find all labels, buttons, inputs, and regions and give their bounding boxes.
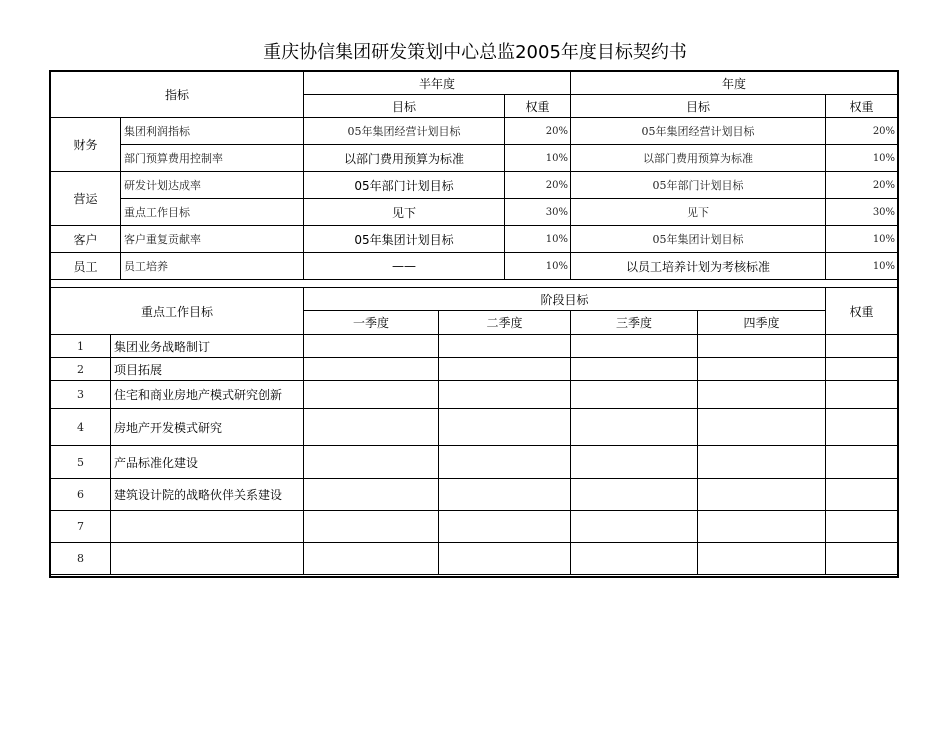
year-weight-cell: 10% xyxy=(826,145,898,172)
q3-cell xyxy=(571,511,698,543)
q4-cell xyxy=(698,479,826,511)
q4-cell xyxy=(698,446,826,479)
header-q2: 二季度 xyxy=(439,311,571,335)
indicator-table xyxy=(50,71,898,280)
q3-cell xyxy=(571,358,698,381)
task-cell: 住宅和商业房地产模式研究创新 xyxy=(111,381,304,409)
header-stage: 阶段目标 xyxy=(304,288,826,311)
row-number: 5 xyxy=(51,446,111,479)
half-weight-cell: 10% xyxy=(505,226,571,253)
q3-cell xyxy=(571,335,698,358)
header-q1: 一季度 xyxy=(304,311,439,335)
table-row xyxy=(51,358,898,381)
q3-cell xyxy=(571,479,698,511)
category-cell: 营运 xyxy=(51,172,121,226)
half-target-cell: —— xyxy=(304,253,505,280)
table-row xyxy=(51,118,898,145)
q1-cell xyxy=(304,335,439,358)
table-row xyxy=(51,511,898,543)
header-indicator: 指标 xyxy=(51,72,304,118)
year-weight-cell: 20% xyxy=(826,172,898,199)
weight-cell xyxy=(826,479,898,511)
indicator-cell: 研发计划达成率 xyxy=(121,172,304,199)
half-target-cell: 见下 xyxy=(304,199,505,226)
q1-cell xyxy=(304,409,439,446)
task-cell: 产品标准化建设 xyxy=(111,446,304,479)
task-cell: 建筑设计院的战略伙伴关系建设 xyxy=(111,479,304,511)
header-q3: 三季度 xyxy=(571,311,698,335)
row-number: 7 xyxy=(51,511,111,543)
year-target-cell: 05年集团经营计划目标 xyxy=(571,118,826,145)
row-number: 2 xyxy=(51,358,111,381)
half-target-cell: 05年集团计划目标 xyxy=(304,226,505,253)
category-cell: 财务 xyxy=(51,118,121,172)
q2-cell xyxy=(439,479,571,511)
q4-cell xyxy=(698,543,826,575)
key-work-table xyxy=(50,287,898,575)
q1-cell xyxy=(304,479,439,511)
table-row xyxy=(51,199,898,226)
weight-cell xyxy=(826,446,898,479)
year-target-cell: 见下 xyxy=(571,199,826,226)
q1-cell xyxy=(304,358,439,381)
indicator-cell: 重点工作目标 xyxy=(121,199,304,226)
header-half-weight: 权重 xyxy=(505,95,571,118)
header-q4: 四季度 xyxy=(698,311,826,335)
q3-cell xyxy=(571,446,698,479)
q3-cell xyxy=(571,409,698,446)
q3-cell xyxy=(571,543,698,575)
header-half-year: 半年度 xyxy=(304,72,571,95)
q2-cell xyxy=(439,335,571,358)
header-year: 年度 xyxy=(571,72,898,95)
q1-cell xyxy=(304,511,439,543)
row-number: 3 xyxy=(51,381,111,409)
year-target-cell: 以员工培养计划为考核标准 xyxy=(571,253,826,280)
q2-cell xyxy=(439,381,571,409)
half-target-cell: 05年部门计划目标 xyxy=(304,172,505,199)
q2-cell xyxy=(439,543,571,575)
row-number: 8 xyxy=(51,543,111,575)
header-half-target: 目标 xyxy=(304,95,505,118)
category-cell: 客户 xyxy=(51,226,121,253)
table-row xyxy=(51,145,898,172)
q4-cell xyxy=(698,358,826,381)
q4-cell xyxy=(698,335,826,358)
year-target-cell: 05年集团计划目标 xyxy=(571,226,826,253)
year-weight-cell: 10% xyxy=(826,253,898,280)
table-row xyxy=(51,381,898,409)
half-weight-cell: 10% xyxy=(505,145,571,172)
task-cell: 房地产开发模式研究 xyxy=(111,409,304,446)
indicator-cell: 客户重复贡献率 xyxy=(121,226,304,253)
half-weight-cell: 10% xyxy=(505,253,571,280)
half-target-cell: 05年集团经营计划目标 xyxy=(304,118,505,145)
q3-cell xyxy=(571,381,698,409)
table-row xyxy=(51,409,898,446)
header-year-target: 目标 xyxy=(571,95,826,118)
year-target-cell: 05年部门计划目标 xyxy=(571,172,826,199)
q4-cell xyxy=(698,381,826,409)
half-weight-cell: 20% xyxy=(505,172,571,199)
half-weight-cell: 30% xyxy=(505,199,571,226)
indicator-cell: 集团利润指标 xyxy=(121,118,304,145)
year-weight-cell: 30% xyxy=(826,199,898,226)
task-cell xyxy=(111,511,304,543)
table-row xyxy=(51,335,898,358)
table-row xyxy=(51,446,898,479)
task-cell: 项目拓展 xyxy=(111,358,304,381)
table-row xyxy=(51,543,898,575)
document-title: 重庆协信集团研发策划中心总监2005年度目标契约书 xyxy=(263,42,687,63)
year-weight-cell: 10% xyxy=(826,226,898,253)
row-number: 4 xyxy=(51,409,111,446)
weight-cell xyxy=(826,358,898,381)
task-cell xyxy=(111,543,304,575)
q2-cell xyxy=(439,511,571,543)
row-number: 6 xyxy=(51,479,111,511)
task-cell: 集团业务战略制订 xyxy=(111,335,304,358)
half-target-cell: 以部门费用预算为标准 xyxy=(304,145,505,172)
table-row xyxy=(51,479,898,511)
weight-cell xyxy=(826,511,898,543)
indicator-cell: 员工培养 xyxy=(121,253,304,280)
table-row xyxy=(51,253,898,280)
q2-cell xyxy=(439,446,571,479)
q2-cell xyxy=(439,358,571,381)
weight-cell xyxy=(826,543,898,575)
year-weight-cell: 20% xyxy=(826,118,898,145)
indicator-cell: 部门预算费用控制率 xyxy=(121,145,304,172)
half-weight-cell: 20% xyxy=(505,118,571,145)
row-number: 1 xyxy=(51,335,111,358)
q1-cell xyxy=(304,446,439,479)
year-target-cell: 以部门费用预算为标准 xyxy=(571,145,826,172)
q2-cell xyxy=(439,409,571,446)
q1-cell xyxy=(304,543,439,575)
header-weight: 权重 xyxy=(826,288,898,335)
q4-cell xyxy=(698,511,826,543)
category-cell: 员工 xyxy=(51,253,121,280)
q1-cell xyxy=(304,381,439,409)
q4-cell xyxy=(698,409,826,446)
header-year-weight: 权重 xyxy=(826,95,898,118)
table-row xyxy=(51,172,898,199)
weight-cell xyxy=(826,335,898,358)
weight-cell xyxy=(826,409,898,446)
header-key-work: 重点工作目标 xyxy=(51,288,304,335)
table-row xyxy=(51,226,898,253)
weight-cell xyxy=(826,381,898,409)
